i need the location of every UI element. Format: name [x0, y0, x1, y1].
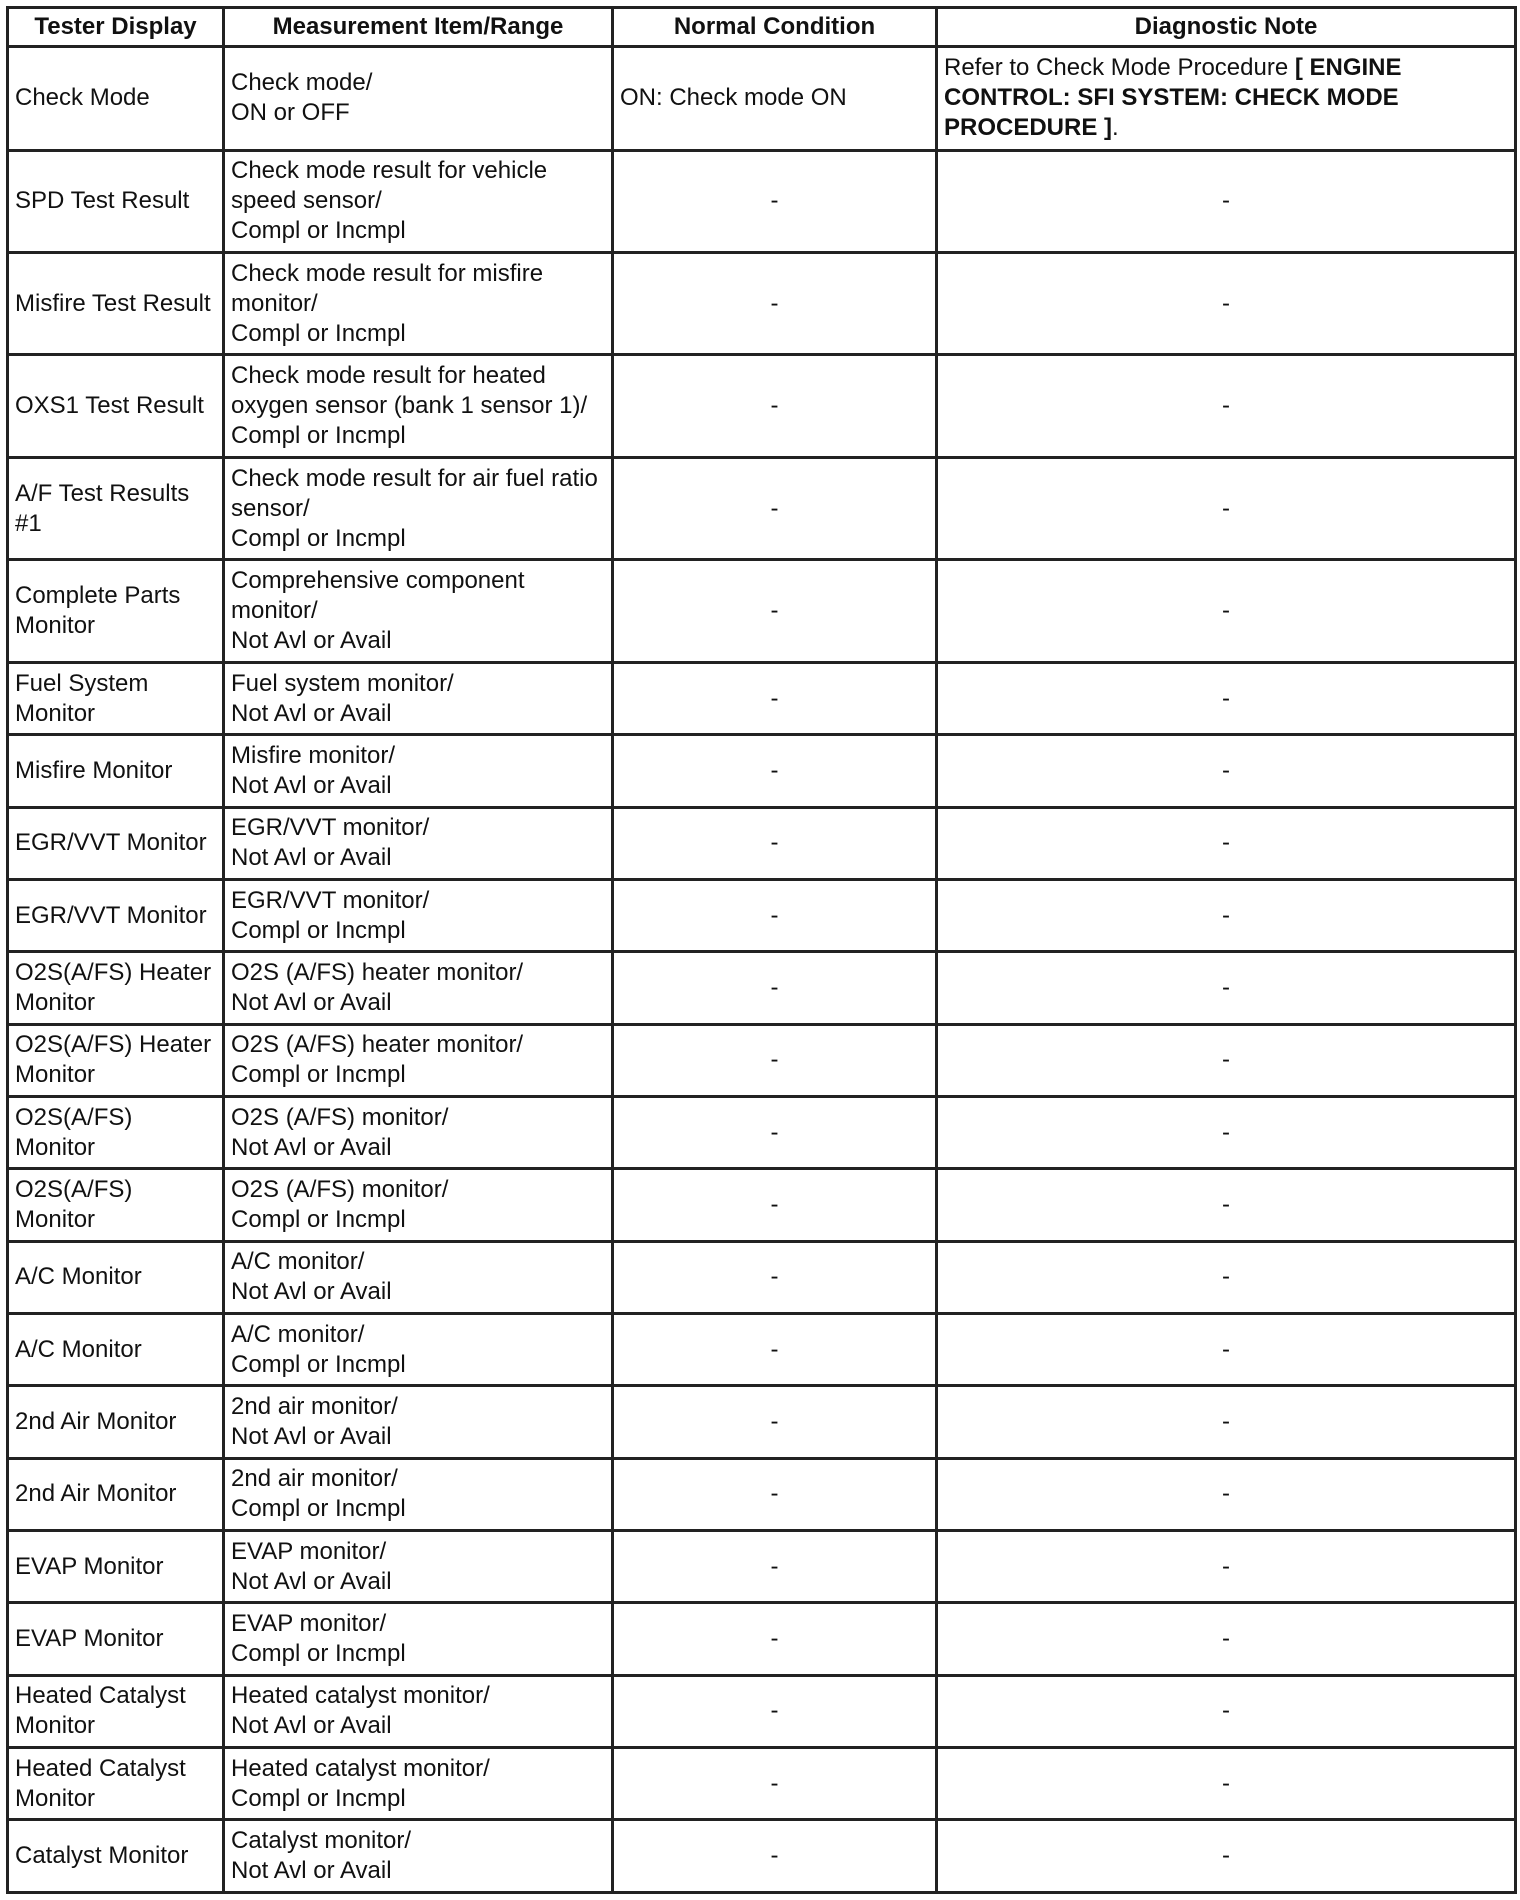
diagnostic-note-cell: - — [937, 735, 1516, 807]
diagnostic-note-cell: - — [937, 807, 1516, 879]
tester-display-cell: A/C Monitor — [8, 1241, 224, 1313]
normal-condition-cell: - — [613, 1314, 937, 1386]
table-row — [8, 662, 1516, 734]
normal-condition-cell: - — [613, 1241, 937, 1313]
diagnostic-note-cell: - — [937, 1675, 1516, 1747]
table-row — [8, 355, 1516, 457]
measurement-cell: Check mode result for heated oxygen sensor (bank 1 sensor 1)/ Compl or Incmpl — [224, 355, 613, 457]
normal-condition-cell: - — [613, 1675, 937, 1747]
measurement-cell: EGR/VVT monitor/ Compl or Incmpl — [224, 879, 613, 951]
diagnostic-note-cell: - — [937, 1386, 1516, 1458]
table-row — [8, 560, 1516, 662]
table-row — [8, 1386, 1516, 1458]
tester-display-cell: EVAP Monitor — [8, 1603, 224, 1675]
tester-display-cell: Fuel System Monitor — [8, 662, 224, 734]
normal-condition-cell: - — [613, 1169, 937, 1241]
normal-condition-cell: - — [613, 807, 937, 879]
diagnostic-note-cell: - — [937, 1314, 1516, 1386]
tester-display-cell: SPD Test Result — [8, 150, 224, 252]
measurement-cell: 2nd air monitor/ Not Avl or Avail — [224, 1386, 613, 1458]
measurement-cell: Heated catalyst monitor/ Compl or Incmpl — [224, 1748, 613, 1820]
diagnostic-note-cell: - — [937, 1241, 1516, 1313]
tester-data-table — [6, 6, 1517, 1894]
measurement-cell: Fuel system monitor/ Not Avl or Avail — [224, 662, 613, 734]
measurement-cell: Comprehensive component monitor/ Not Avl or Avail — [224, 560, 613, 662]
header-measurement: Measurement Item/Range — [224, 8, 613, 47]
normal-condition-cell: - — [613, 560, 937, 662]
table-row — [8, 1458, 1516, 1530]
tester-display-cell: 2nd Air Monitor — [8, 1386, 224, 1458]
table-row — [8, 457, 1516, 559]
normal-condition-cell: - — [613, 252, 937, 354]
table-row — [8, 252, 1516, 354]
tester-display-cell: O2S(A/FS) Monitor — [8, 1096, 224, 1168]
normal-condition-cell: - — [613, 1820, 937, 1893]
diagnostic-note-cell: - — [937, 952, 1516, 1024]
table-row — [8, 1820, 1516, 1893]
measurement-cell: Check mode result for vehicle speed sensor/ Compl or Incmpl — [224, 150, 613, 252]
tester-display-cell: A/C Monitor — [8, 1314, 224, 1386]
header-diagnostic-note: Diagnostic Note — [937, 8, 1516, 47]
table-row — [8, 735, 1516, 807]
diagnostic-note-cell: - — [937, 879, 1516, 951]
tester-display-cell: 2nd Air Monitor — [8, 1458, 224, 1530]
tester-display-cell: OXS1 Test Result — [8, 355, 224, 457]
tester-display-cell: O2S(A/FS) Heater Monitor — [8, 952, 224, 1024]
measurement-cell: A/C monitor/ Not Avl or Avail — [224, 1241, 613, 1313]
normal-condition-cell: - — [613, 355, 937, 457]
normal-condition-cell: - — [613, 1603, 937, 1675]
measurement-cell: 2nd air monitor/ Compl or Incmpl — [224, 1458, 613, 1530]
measurement-cell: EVAP monitor/ Compl or Incmpl — [224, 1603, 613, 1675]
note-text: Refer to Check Mode Procedure — [944, 54, 1295, 82]
measurement-cell: EGR/VVT monitor/ Not Avl or Avail — [224, 807, 613, 879]
diagnostic-note-cell: - — [937, 662, 1516, 734]
procedure-link-text: [ ENGINE CONTROL: SFI SYSTEM: CHECK MODE PROCEDURE ] — [944, 54, 1402, 142]
tester-display-cell: Misfire Monitor — [8, 735, 224, 807]
header-tester-display: Tester Display — [8, 8, 224, 47]
table-row — [8, 150, 1516, 252]
normal-condition-cell: - — [613, 952, 937, 1024]
measurement-cell: EVAP monitor/ Not Avl or Avail — [224, 1531, 613, 1603]
table-row — [8, 1241, 1516, 1313]
measurement-cell: O2S (A/FS) monitor/ Not Avl or Avail — [224, 1096, 613, 1168]
measurement-cell: Misfire monitor/ Not Avl or Avail — [224, 735, 613, 807]
note-suffix: . — [1112, 114, 1119, 142]
normal-condition-cell: - — [613, 735, 937, 807]
table-row — [8, 1024, 1516, 1096]
measurement-cell: Check mode/ ON or OFF — [224, 47, 613, 151]
diagnostic-note-cell: - — [937, 150, 1516, 252]
tester-display-cell: Check Mode — [8, 47, 224, 151]
measurement-cell: Check mode result for air fuel ratio sensor/ Compl or Incmpl — [224, 457, 613, 559]
normal-condition-cell: ON: Check mode ON — [613, 47, 937, 151]
normal-condition-cell: - — [613, 1024, 937, 1096]
diagnostic-note-cell — [937, 47, 1516, 151]
table-row — [8, 1748, 1516, 1820]
diagnostic-note-cell: - — [937, 560, 1516, 662]
tester-display-cell: O2S(A/FS) Heater Monitor — [8, 1024, 224, 1096]
header-normal-condition: Normal Condition — [613, 8, 937, 47]
diagnostic-note-cell: - — [937, 457, 1516, 559]
diagnostic-note-cell: - — [937, 1820, 1516, 1893]
table-row — [8, 1169, 1516, 1241]
measurement-cell: O2S (A/FS) monitor/ Compl or Incmpl — [224, 1169, 613, 1241]
tester-display-cell: EGR/VVT Monitor — [8, 807, 224, 879]
tester-display-cell: Complete Parts Monitor — [8, 560, 224, 662]
measurement-cell: Heated catalyst monitor/ Not Avl or Avail — [224, 1675, 613, 1747]
measurement-cell: Catalyst monitor/ Not Avl or Avail — [224, 1820, 613, 1893]
normal-condition-cell: - — [613, 150, 937, 252]
tester-display-cell: EGR/VVT Monitor — [8, 879, 224, 951]
table-row — [8, 879, 1516, 951]
diagnostic-note-cell: - — [937, 1024, 1516, 1096]
normal-condition-cell: - — [613, 457, 937, 559]
table-row — [8, 1314, 1516, 1386]
diagnostic-note-cell: - — [937, 355, 1516, 457]
normal-condition-cell: - — [613, 1748, 937, 1820]
diagnostic-note-cell: - — [937, 1096, 1516, 1168]
tester-display-cell: Misfire Test Result — [8, 252, 224, 354]
table-row — [8, 47, 1516, 151]
diagnostic-note-cell: - — [937, 1458, 1516, 1530]
normal-condition-cell: - — [613, 879, 937, 951]
diagnostic-note-cell: - — [937, 1603, 1516, 1675]
table-row — [8, 1675, 1516, 1747]
measurement-cell: O2S (A/FS) heater monitor/ Not Avl or Avail — [224, 952, 613, 1024]
tester-display-cell: O2S(A/FS) Monitor — [8, 1169, 224, 1241]
table-row — [8, 1603, 1516, 1675]
normal-condition-cell: - — [613, 1531, 937, 1603]
table-row — [8, 1096, 1516, 1168]
diagnostic-note-cell: - — [937, 1169, 1516, 1241]
tester-display-cell: EVAP Monitor — [8, 1531, 224, 1603]
measurement-cell: O2S (A/FS) heater monitor/ Compl or Incmpl — [224, 1024, 613, 1096]
measurement-cell: Check mode result for misfire monitor/ Compl or Incmpl — [224, 252, 613, 354]
tester-display-cell: Heated Catalyst Monitor — [8, 1675, 224, 1747]
measurement-cell: A/C monitor/ Compl or Incmpl — [224, 1314, 613, 1386]
tester-display-cell: Catalyst Monitor — [8, 1820, 224, 1893]
tester-display-cell: A/F Test Results #1 — [8, 457, 224, 559]
table-row — [8, 807, 1516, 879]
normal-condition-cell: - — [613, 1458, 937, 1530]
table-row — [8, 952, 1516, 1024]
diagnostic-note-cell: - — [937, 1748, 1516, 1820]
normal-condition-cell: - — [613, 1386, 937, 1458]
diagnostic-note-cell: - — [937, 252, 1516, 354]
table-row — [8, 1531, 1516, 1603]
normal-condition-cell: - — [613, 662, 937, 734]
tester-display-cell: Heated Catalyst Monitor — [8, 1748, 224, 1820]
normal-condition-cell: - — [613, 1096, 937, 1168]
header-row — [8, 8, 1516, 47]
diagnostic-note-cell: - — [937, 1531, 1516, 1603]
